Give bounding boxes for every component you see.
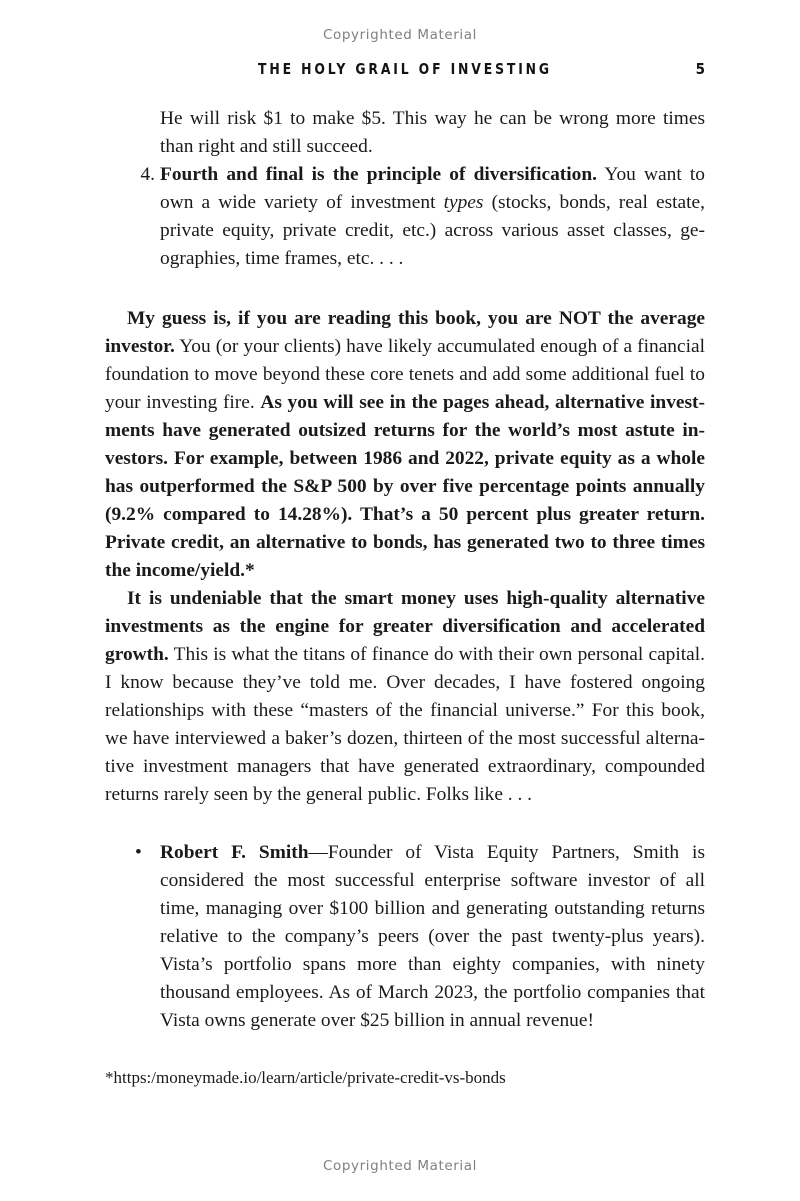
copyright-watermark-top: Copyrighted Material bbox=[323, 27, 477, 43]
list-item-text-after-italic: (stocks, bonds, real estate, private equity, private credit, etc.) across various asset classes, geographies, time frames, etc. . . . bbox=[160, 192, 705, 269]
running-head bbox=[105, 60, 705, 82]
copyright-watermark-bottom: Copyrighted Material bbox=[323, 1158, 477, 1174]
bullet-item-body: —Founder of Vista Equity Partners, Smith is considered the most successful enterprise software investor of all time, managing over $100 billion and generating outstanding returns relative to the company’s peers (over the past twenty-plus years). Vista’s portfolio spans more than eighty companies, with ninety thousand employees. As of March 2023, the portfolio companies that Vista owns generate over $25 billion in annual revenue! bbox=[160, 842, 705, 1031]
bullet-item-text bbox=[160, 839, 705, 1035]
numbered-list bbox=[105, 105, 705, 273]
continued-paragraph-text: He will risk $1 to make $5. This way he can be wrong more times than right and still succeed. bbox=[160, 108, 705, 157]
bullet-list-spacer bbox=[105, 809, 705, 839]
page-number: 5 bbox=[695, 60, 705, 78]
footnote-url: *https:/moneymade.io/learn/article/private-credit-vs-bonds bbox=[105, 1068, 506, 1087]
bullet-item-name-bold: Robert F. Smith bbox=[160, 842, 309, 863]
paragraph-undeniable bbox=[105, 585, 705, 809]
list-item-text-before-italic: You want to own a wide variety of investment bbox=[160, 164, 705, 213]
list-marker: 4. bbox=[140, 164, 155, 185]
paragraph-regular-mid: You (or your clients) have likely accumulated enough of a financial foundation to move beyond these core tenets and add some additional fuel to your investing fire. bbox=[105, 336, 705, 413]
paragraph-bold-lead: It is undeniable that the smart money uses high-quality alternative investments as the engine for greater diversification and accelerated growth. bbox=[105, 588, 705, 665]
list-item-text bbox=[160, 161, 705, 273]
list-item bbox=[105, 839, 705, 1035]
paragraph-spacer bbox=[105, 273, 705, 305]
paragraph-my-guess bbox=[105, 305, 705, 585]
list-item-continued bbox=[105, 105, 705, 161]
bullet-list bbox=[105, 839, 705, 1035]
list-item-italic-word: types bbox=[443, 192, 484, 213]
paragraph-regular-tail: This is what the titans of finance do with their own personal capital. I know because they’ve told me. Over decades, I have fostered ongoing relationships with these “masters of the financial universe.” For this book, we have interviewed a baker’s dozen, thirteen of the most successful alternative investment managers that have generated extraordinary, compounded returns rarely seen by the general public. Folks like . . . bbox=[105, 644, 705, 805]
running-head-title: THE HOLY GRAIL OF INVESTING bbox=[258, 60, 552, 78]
bullet-point-icon: • bbox=[135, 842, 142, 863]
text-column bbox=[105, 105, 705, 1035]
paragraph-bold-lead: My guess is, if you are reading this book, you are NOT the average investor. bbox=[105, 308, 705, 357]
paragraph-bold-tail: As you will see in the pages ahead, alternative investments have generated outsized returns for the world’s most astute investors. For example, between 1986 and 2022, private equity as a whole has outperformed the S&P 500 by over five percentage points annually (9.2% compared to 14.28%). That’s a 50 percent plus greater return. Private credit, an alternative to bonds, has generated two to three times the income/yield.* bbox=[105, 392, 705, 581]
list-item-lead-bold: Fourth and final is the principle of diversification. bbox=[160, 164, 597, 185]
list-item bbox=[105, 161, 705, 273]
